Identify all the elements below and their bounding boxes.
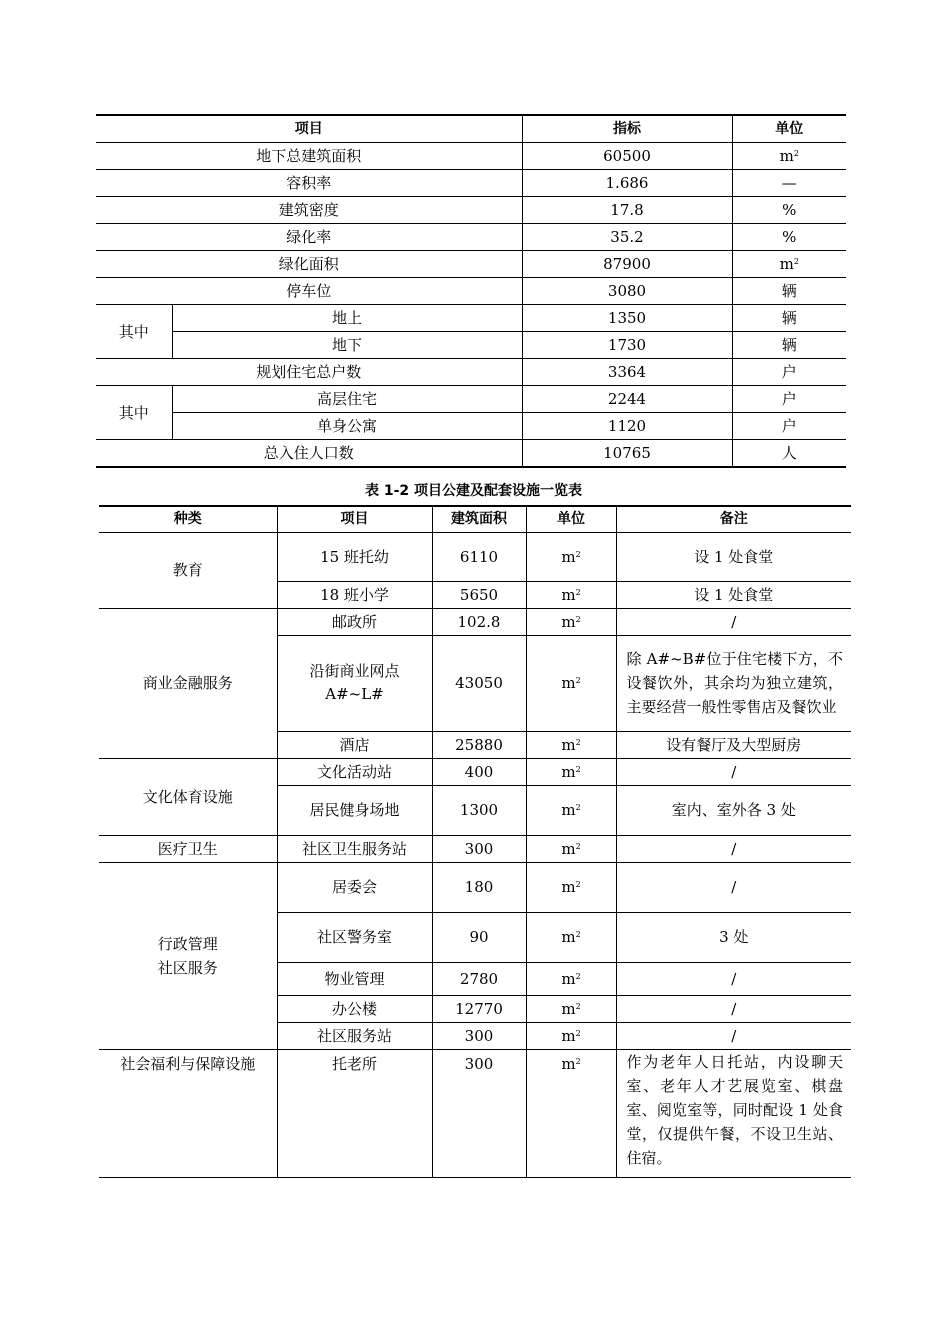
- note-cell: /: [616, 608, 851, 635]
- unit-cell: $m^2$: [526, 785, 616, 835]
- item-cell: 社区卫生服务站: [277, 835, 432, 862]
- category-cell: 医疗卫生: [99, 835, 277, 862]
- category-cell: 行政管理 社区服务: [99, 862, 277, 1049]
- row-value: 3080: [522, 278, 732, 305]
- area-cell: 180: [432, 862, 526, 912]
- row-unit: —: [732, 170, 846, 197]
- area-cell: 90: [432, 912, 526, 962]
- unit-cell: $m^2$: [526, 835, 616, 862]
- category-cell: 文化体育设施: [99, 758, 277, 835]
- header-area: 建筑面积: [432, 506, 526, 532]
- unit-cell: $m^2$: [526, 758, 616, 785]
- unit-cell: $m^2$: [526, 581, 616, 608]
- unit-cell: $m^2$: [526, 962, 616, 995]
- category-cell: 社会福利与保障设施: [99, 1049, 277, 1177]
- note-cell: /: [616, 758, 851, 785]
- row-unit: 户: [732, 413, 846, 440]
- item-cell: 沿街商业网点 A#~L#: [277, 635, 432, 731]
- area-cell: 400: [432, 758, 526, 785]
- header-item: 项目: [277, 506, 432, 532]
- item-cell: 办公楼: [277, 995, 432, 1022]
- table-row: [99, 532, 851, 581]
- header-item: 项目: [96, 115, 522, 143]
- note-cell: 除 A#~B#位于住宅楼下方，不设餐饮外，其余均为独立建筑，主要经营一般性零售店及餐饮业: [616, 635, 851, 731]
- unit-cell: $m^2$: [526, 1022, 616, 1049]
- header-note: 备注: [616, 506, 851, 532]
- note-cell: 设有餐厅及大型厨房: [616, 731, 851, 758]
- table-header-row: [96, 115, 846, 143]
- item-cell: 18 班小学: [277, 581, 432, 608]
- row-unit: %: [732, 197, 846, 224]
- area-cell: 1300: [432, 785, 526, 835]
- category-cell: 教育: [99, 532, 277, 608]
- group-label: 其中: [96, 305, 172, 359]
- row-item: 地下: [172, 332, 522, 359]
- item-cell: 居民健身场地: [277, 785, 432, 835]
- row-value: 87900: [522, 251, 732, 278]
- item-cell: 社区警务室: [277, 912, 432, 962]
- note-cell: 设 1 处食堂: [616, 532, 851, 581]
- item-cell: 邮政所: [277, 608, 432, 635]
- table-row: [99, 608, 851, 635]
- row-value: 17.8: [522, 197, 732, 224]
- area-cell: 5650: [432, 581, 526, 608]
- row-item: 绿化面积: [96, 251, 522, 278]
- row-item: 容积率: [96, 170, 522, 197]
- category-cell: 商业金融服务: [99, 608, 277, 758]
- table-row: [96, 413, 846, 440]
- row-value: 3364: [522, 359, 732, 386]
- row-item: 绿化率: [96, 224, 522, 251]
- item-cell: 15 班托幼: [277, 532, 432, 581]
- table-row: [96, 224, 846, 251]
- note-cell: 设 1 处食堂: [616, 581, 851, 608]
- item-cell: 社区服务站: [277, 1022, 432, 1049]
- indicator-table: [96, 114, 846, 468]
- row-item: 高层住宅: [172, 386, 522, 413]
- note-cell: 3 处: [616, 912, 851, 962]
- item-cell: 物业管理: [277, 962, 432, 995]
- row-unit: 辆: [732, 305, 846, 332]
- row-item: 规划住宅总户数: [96, 359, 522, 386]
- table-row: [96, 143, 846, 170]
- row-item: 地下总建筑面积: [96, 143, 522, 170]
- item-cell: 居委会: [277, 862, 432, 912]
- facilities-table: [99, 505, 851, 1178]
- area-cell: 6110: [432, 532, 526, 581]
- row-unit: 辆: [732, 332, 846, 359]
- row-unit: 户: [732, 386, 846, 413]
- note-cell: 室内、室外各 3 处: [616, 785, 851, 835]
- row-value: 1350: [522, 305, 732, 332]
- table-header-row: [99, 506, 851, 532]
- table-row: [96, 386, 846, 413]
- header-category: 种类: [99, 506, 277, 532]
- table-row: [96, 278, 846, 305]
- unit-cell: $m^2$: [526, 995, 616, 1022]
- header-unit: 单位: [732, 115, 846, 143]
- table-row: [96, 359, 846, 386]
- table-caption: 表 1-2 项目公建及配套设施一览表: [364, 483, 583, 499]
- table-row: [96, 440, 846, 468]
- row-value: 35.2: [522, 224, 732, 251]
- area-cell: 300: [432, 1022, 526, 1049]
- table-row: [99, 758, 851, 785]
- table-row: [99, 862, 851, 912]
- header-unit: 单位: [526, 506, 616, 532]
- row-value: 1120: [522, 413, 732, 440]
- unit-cell: $m^2$: [526, 532, 616, 581]
- area-cell: 43050: [432, 635, 526, 731]
- unit-cell: $m^2$: [526, 862, 616, 912]
- unit-cell: $m^2$: [526, 912, 616, 962]
- table-row: [96, 251, 846, 278]
- row-item: 停车位: [96, 278, 522, 305]
- row-unit: $m^2$: [732, 251, 846, 278]
- table-row: [96, 305, 846, 332]
- item-cell: 酒店: [277, 731, 432, 758]
- table-row: [96, 332, 846, 359]
- unit-cell: $m^2$: [526, 635, 616, 731]
- table-row: [96, 170, 846, 197]
- row-item: 地上: [172, 305, 522, 332]
- area-cell: 300: [432, 1049, 526, 1177]
- note-cell: /: [616, 962, 851, 995]
- table-row: [99, 1049, 851, 1177]
- row-unit: %: [732, 224, 846, 251]
- note-cell: /: [616, 862, 851, 912]
- table-row: [99, 835, 851, 862]
- header-indicator: 指标: [522, 115, 732, 143]
- row-unit: 人: [732, 440, 846, 468]
- area-cell: 102.8: [432, 608, 526, 635]
- note-cell: /: [616, 1022, 851, 1049]
- row-value: 1730: [522, 332, 732, 359]
- row-value: 60500: [522, 143, 732, 170]
- row-unit: 辆: [732, 278, 846, 305]
- unit-cell: $m^2$: [526, 608, 616, 635]
- note-cell: /: [616, 995, 851, 1022]
- row-value: 2244: [522, 386, 732, 413]
- table-row: [96, 197, 846, 224]
- row-item: 总入住人口数: [96, 440, 522, 468]
- row-item: 建筑密度: [96, 197, 522, 224]
- area-cell: 25880: [432, 731, 526, 758]
- area-cell: 2780: [432, 962, 526, 995]
- group-label: 其中: [96, 386, 172, 440]
- item-cell: 托老所: [277, 1049, 432, 1177]
- item-cell: 文化活动站: [277, 758, 432, 785]
- row-value: 10765: [522, 440, 732, 468]
- row-value: 1.686: [522, 170, 732, 197]
- area-cell: 12770: [432, 995, 526, 1022]
- area-cell: 300: [432, 835, 526, 862]
- unit-cell: $m^2$: [526, 1049, 616, 1177]
- unit-cell: $m^2$: [526, 731, 616, 758]
- row-unit: $m^2$: [732, 143, 846, 170]
- row-unit: 户: [732, 359, 846, 386]
- note-cell: 作为老年人日托站，内设聊天室、老年人才艺展览室、棋盘室、阅览室等，同时配设 1 处食堂，仅提供午餐，不设卫生站、住宿。: [616, 1049, 851, 1177]
- row-item: 单身公寓: [172, 413, 522, 440]
- note-cell: /: [616, 835, 851, 862]
